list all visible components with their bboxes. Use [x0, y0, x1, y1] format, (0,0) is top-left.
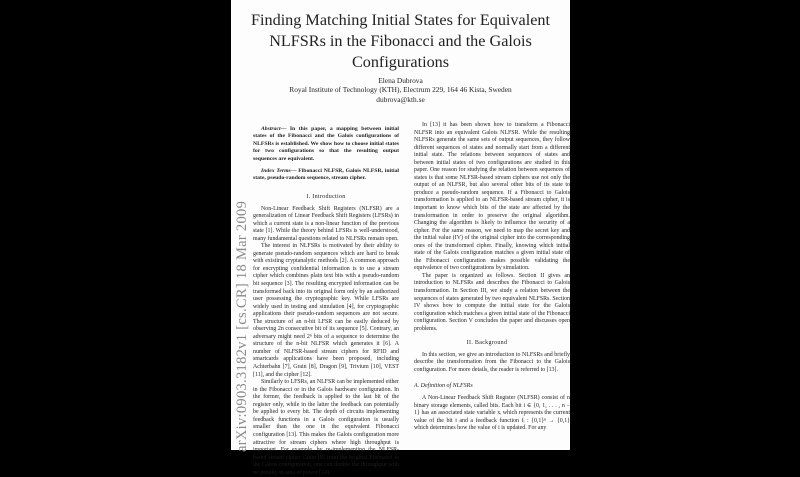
section-heading-introduction: I. Introduction [306, 194, 346, 200]
intro-paragraph-3: Similarly to LFSRs, an NLFSR can be implemented either in the Fibonacci or in the Galois hardware configuration. In the former, the feedback is applied to the last bit of the register only, while in the latter the feedback can potentially be applied to every bit. The depth of circuits implementing feedback functions in a Galois configuration is usually smaller than the one in the equivalent Fibonacci configuration [13]. This makes the Galois configuration more attractive for stream ciphers where high throughput is important. For example, by re-implementing the NLFSR-based stream cipher Grain [8] from the original Fibonacci to the Galois configuration, one can double the throughput with no penalty in area or power [14]. [253, 379, 399, 476]
author-email: dubrova@kth.se [376, 94, 425, 104]
abstract-block [253, 126, 399, 183]
title-line-3: Configurations [351, 53, 450, 71]
arxiv-identifier-text: arXiv:0903.3182v1 [cs.CR] 18 Mar 2009 [234, 200, 250, 452]
subsection-heading-definition: A. Definition of NLFSRs [414, 382, 473, 389]
paper-page [231, 0, 570, 476]
right-paragraph-2: The paper is organized as follows. Section II gives an introduction to NLFSRs and describes the Fibonacci to Galois transformation. In Section III, we study a relation between the sequences of states generated by two equivalent NLFSRs. Section IV shows how to compute the initial state for the Galois configuration which matches a given initial state of the Fibonacci configuration. Section V concludes the paper and discusses open problems. [414, 272, 570, 332]
intro-paragraph-2: The interest in NLFSRs is motivated by their ability to generate pseudo-random sequences which are hard to break with existing cryptanalytic methods [2]. A common approach for encrypting confidential information is to use a stream cipher which combines plain text bits with a pseudo-random bit sequence [3]. The resulting encrypted information can be transformed back into its original form only by an authorized user possessing the cryptographic key. While LFSRs are widely used in testing and simulation [4], for cryptographic applications their pseudo-random sequences are not secure. The structure of an n-bit LFSR can be easily deduced by observing 2n consecutive bit of its sequence [5]. Contrary, an adversary might need 2ⁿ bits of a sequence to determine the structure of the n-bit NLFSR which generates it [6]. A number of NLFSR-based stream ciphers for RFID and smartcards applications have been proposed, including Achterbahn [7], Grain [8], Dragon [9], Trivium [10], VEST [11], and the cipher [12]. [253, 243, 399, 378]
author-name: Elena Dubrova [378, 76, 423, 85]
section-heading-background: II. Background [466, 340, 508, 347]
author-affiliation: Royal Institute of Technology (KTH), Electrum 229, 164 46 Kista, Sweden [289, 85, 512, 95]
background-paragraph: In this section, we give an introduction to NLFSRs and briefly describe the transformation from the Fibonacci to the Galois configuration. For more details, the reader is referred to [13]. [414, 351, 570, 373]
title-line-1: Finding Matching Initial States for Equivalent [251, 11, 550, 29]
left-column [253, 187, 399, 477]
index-terms-lead: Index Terms [261, 168, 291, 175]
right-paragraph-1: In [13] it has been shown how to transform a Fibonacci NLFSR into an equivalent Galois NLFSR. While the resulting NLFSRs generate the same sets of output sequences, they follow different sequences of states and normally start from a different initial state. The relations between sequences of states and between initial states of two configurations are studied in this paper. One reason for studying the relation between sequences of states is that some NLFSR-based stream ciphers use not only the output of an NLFSR, but also several other bits of its state to produce a pseudo-random sequence. If a Fibonacci to Galois transformation is applied to an NLFSR-based stream cipher, it is important to know which bits of the state are affected by the transformation in order to preserve the original algorithm. Changing the algorithm is likely to influence the security of a cipher. For the same reason, we need to map the secret key and the initial value (IV) of the original cipher into the corresponding ones of the transformed cipher. Finally, knowing which initial state of the Galois configuration matches a given initial state of the Fibonacci configuration makes possible validating the equivalence of two configurations by simulation. [414, 122, 570, 272]
index-terms-text: — Fibonacci NLFSR, Galois NLFSR, initial state, pseudo-random sequence, stream cipher. [253, 168, 399, 182]
author-block [231, 76, 570, 104]
title-line-2: NLFSRs in the Fibonacci and the Galois [269, 32, 532, 50]
abstract-lead: Abstract [261, 126, 281, 132]
intro-paragraph-1: Non-Linear Feedback Shift Registers (NLFSR) are a generalization of Linear Feedback Shift Registers (LFSRs) in which a current state is a non-linear function of the previous state [1]. While the theory behind LFSRs is well-understood, many fundamental questions related to NLFSRs remain open. [253, 205, 399, 242]
paper-title [231, 10, 570, 73]
definition-paragraph: A Non-Linear Feedback Shift Register (NLFSR) consist of n binary storage elements, called bits. Each bit i ∈ {0, 1, . . . , n − 1} has an associated state variable xᵢ which represents the current value of the bit i and a feedback function fᵢ : {0,1}ⁿ → {0,1} which determines how the value of i is updated. For any [414, 395, 570, 432]
abstract-text: — In this paper, a mapping between initial states of the Fibonacci and the Galois configurations of NLFSRs is established. We show how to choose initial states for two configurations so that the resulting output sequences are equivalent. [253, 126, 399, 162]
right-column [414, 122, 570, 433]
